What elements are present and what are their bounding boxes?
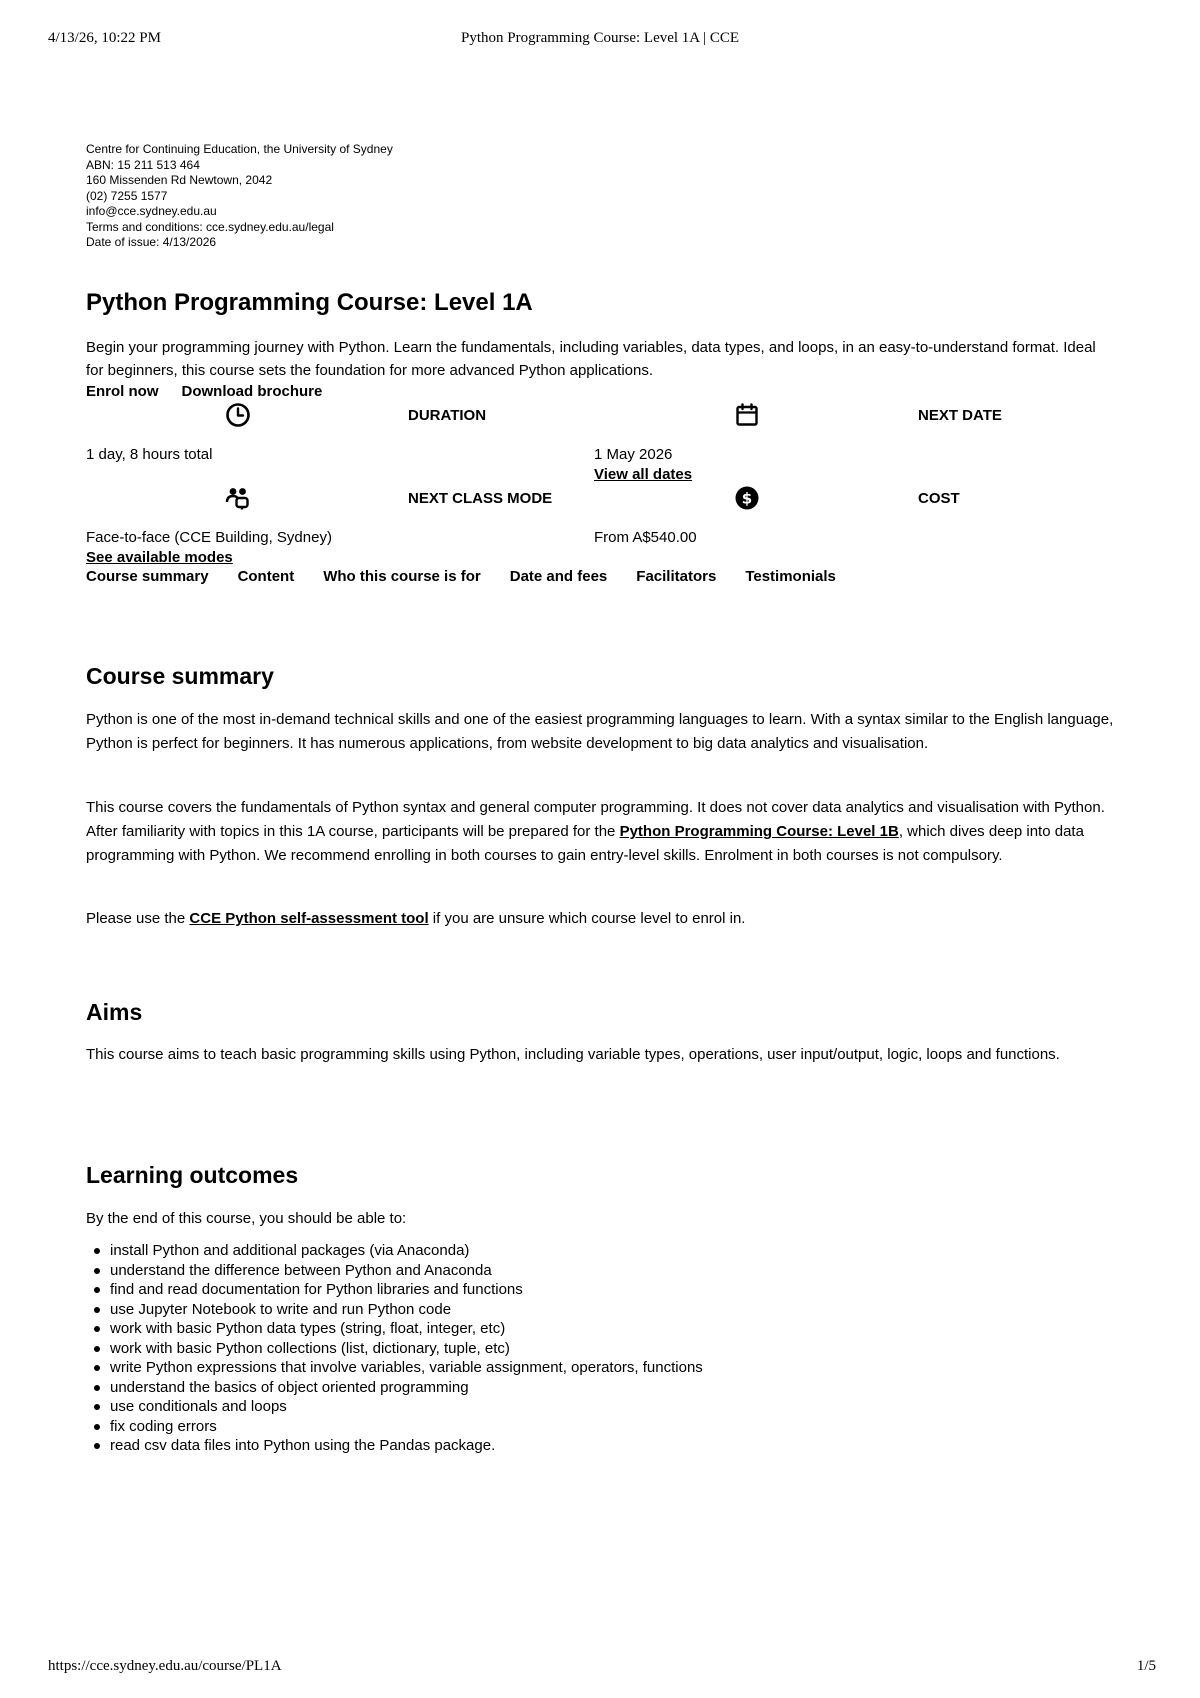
summary-paragraph-1: Python is one of the most in-demand technical skills and one of the easiest programming languages to learn. With a syntax similar to the English language, Python is perfect for beginners. It has numerous applications, from website development to big data analytics and visualisation. (86, 711, 1114, 752)
tab-who-this-course-is-for[interactable]: Who this course is for (323, 568, 481, 585)
print-footer (0, 1658, 1200, 1678)
list-item: use conditionals and loops (110, 1397, 703, 1417)
mode-value: Face-to-face (CCE Building, Sydney) (86, 529, 332, 546)
cost-value: From A$540.00 (594, 529, 697, 546)
next-date-value: 1 May 2026 (594, 446, 673, 463)
course-intro: Begin your programming journey with Python. Learn the fundamentals, including variables, data types, and loops, in an easy-to-understand format. Ideal for beginners, this course sets the foundation for more advanced Python applications. (86, 339, 1096, 379)
clock-icon (225, 402, 251, 428)
org-name: Centre for Continuing Education, the University of Sydney (86, 142, 393, 156)
next-date-label: NEXT DATE (918, 407, 1002, 424)
aims-text: This course aims to teach basic programming skills using Python, including variable types, operations, user input/output, logic, loops and functions. (86, 1046, 1060, 1063)
mode-label: NEXT CLASS MODE (408, 490, 553, 507)
course-actions (86, 383, 345, 400)
list-item: find and read documentation for Python libraries and functions (110, 1280, 703, 1300)
download-brochure-link[interactable]: Download brochure (181, 383, 323, 400)
learning-outcomes-intro: By the end of this course, you should be able to: (86, 1210, 407, 1227)
course-facts (86, 400, 1116, 566)
org-terms: Terms and conditions: cce.sydney.edu.au/legal (86, 219, 334, 234)
section-tabs (86, 568, 865, 585)
org-issue-date: Date of issue: 4/13/2026 (86, 235, 217, 249)
cost-label: COST (918, 490, 960, 507)
org-phone: (02) 7255 1577 (86, 188, 168, 203)
print-doc-title: Python Programming Course: Level 1A | CCE (461, 30, 739, 46)
course-summary-heading: Course summary (86, 663, 274, 689)
list-item: fix coding errors (110, 1417, 703, 1437)
tab-course-summary[interactable]: Course summary (86, 568, 209, 585)
learning-outcomes-list (86, 1241, 703, 1456)
view-all-dates-link[interactable]: View all dates (594, 466, 693, 483)
summary-p3-text-b: if you are unsure which course level to enrol in. (428, 910, 746, 927)
level-1b-link[interactable]: Python Programming Course: Level 1B (619, 823, 899, 840)
see-available-modes-link[interactable]: See available modes (86, 549, 233, 566)
tab-testimonials[interactable]: Testimonials (745, 568, 836, 585)
list-item: install Python and additional packages (via Anaconda) (110, 1241, 703, 1261)
summary-paragraph-3 (86, 907, 1116, 931)
list-item: work with basic Python data types (string, float, integer, etc) (110, 1319, 703, 1339)
org-address: 160 Missenden Rd Newtown, 2042 (86, 173, 273, 187)
svg-text:$: $ (741, 489, 753, 508)
print-url: https://cce.sydney.edu.au/course/PL1A (48, 1658, 282, 1674)
page-title: Python Programming Course: Level 1A (86, 289, 533, 316)
duration-label: DURATION (408, 407, 487, 424)
list-item: understand the basics of object oriented programming (110, 1378, 703, 1398)
list-item: work with basic Python collections (list, dictionary, tuple, etc) (110, 1339, 703, 1359)
list-item: write Python expressions that involve variables, variable assignment, operators, functions (110, 1359, 703, 1376)
enrol-now-link[interactable]: Enrol now (86, 383, 159, 400)
print-header (0, 30, 1200, 50)
list-item: understand the difference between Python and Anaconda (110, 1261, 703, 1281)
print-datetime: 4/13/26, 10:22 PM (48, 30, 161, 46)
summary-p2-text-b: , which dives deep into data programming with Python. We recommend enrolling in both courses to gain entry-level skills. Enrolment in both courses is not compulsory. (86, 823, 1084, 864)
list-item: read csv data files into Python using the Pandas package. (110, 1436, 703, 1456)
tab-facilitators[interactable]: Facilitators (636, 568, 717, 585)
list-item: use Jupyter Notebook to write and run Python code (110, 1300, 703, 1320)
org-details (86, 142, 393, 251)
learning-outcomes-heading: Learning outcomes (86, 1162, 299, 1188)
tab-date-and-fees[interactable]: Date and fees (509, 568, 608, 585)
summary-p3-text-a: Please use the (86, 910, 190, 927)
org-abn: ABN: 15 211 513 464 (86, 157, 200, 172)
summary-paragraph-2 (86, 796, 1116, 868)
dollar-icon (734, 485, 760, 511)
self-assessment-tool-link[interactable]: CCE Python self-assessment tool (189, 910, 429, 927)
duration-value: 1 day, 8 hours total (86, 446, 213, 463)
page-number: 1/5 (1136, 1658, 1156, 1674)
calendar-icon (734, 402, 760, 428)
tab-content[interactable]: Content (237, 568, 295, 585)
summary-p2-text-a: This course covers the fundamentals of Python syntax and general computer programming. It does not cover data analytics and visualisation with Python. After familiarity with topics in this 1A course, participants will be prepared for the (86, 799, 1105, 840)
aims-heading: Aims (86, 999, 143, 1025)
people-icon (225, 485, 251, 511)
org-email: info@cce.sydney.edu.au (86, 204, 217, 218)
